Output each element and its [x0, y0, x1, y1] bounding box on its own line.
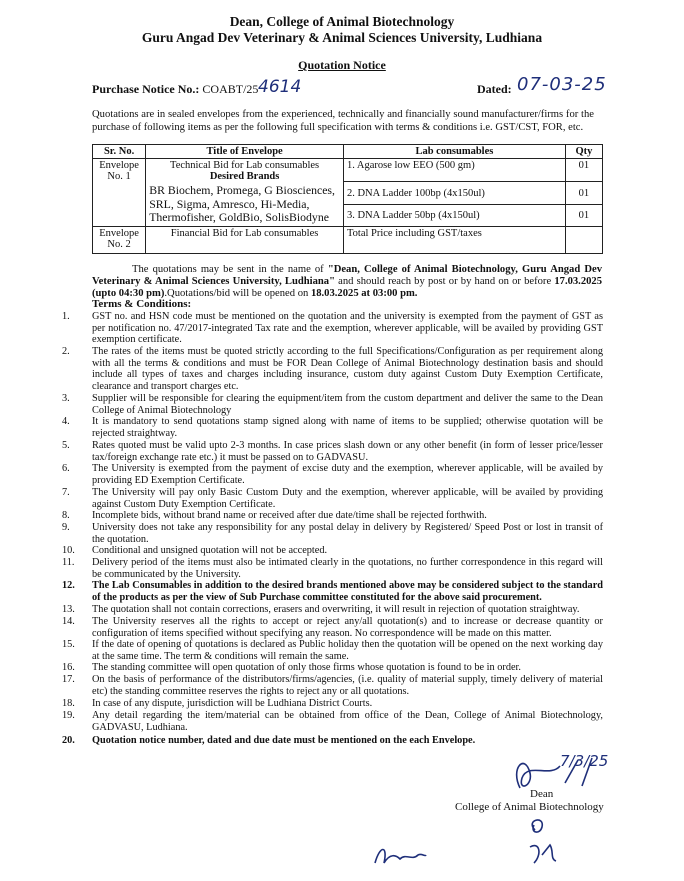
term-text: The University will pay only Basic Custom Duty and the exemption, wherever applicable, will be availed by providing against Custom Duty Exemption Certificate. [92, 487, 603, 510]
para-deadline: 17.03.2025 (upto 04:30 pm) [92, 276, 603, 300]
desired-brands-list: BR Biochem, Promega, G Biosciences, SRL, Sigma, Amresco, Hi-Media, Thermofisher, GoldBio, SolisBiodyne [149, 183, 335, 224]
term-text: The Lab Consumables in addition to the desired brands mentioned above may be considered subject to the standard of the products as per the view of Sub Purchase committee constituted for the above said procurement. [92, 580, 603, 603]
desired-brands-heading: Desired Brands [209, 171, 280, 182]
header-qty: Qty [565, 145, 602, 159]
items-table [92, 144, 603, 254]
term-text: If the date of opening of quotations is declared as Public holiday then the quotation will be opened on the next working day at the same time. The term & conditions will remain the same. [92, 639, 603, 662]
term-number: 2. [62, 346, 70, 357]
term-text: GST no. and HSN code must be mentioned on the quotation and the university is exempted from the payment of GST as per notification no. 47/2017-integrated Tax rate and the exemption, wherever applicable, will be availed by providing GST exemption certificate. [92, 311, 603, 346]
signature-college: College of Animal Biotechnology [455, 801, 604, 813]
term-number: 3. [62, 393, 70, 404]
term-number: 9. [62, 522, 70, 533]
header-line-2: Guru Angad Dev Veterinary & Animal Sciences University, Ludhiana [141, 30, 543, 45]
item-1-qty: 01 [565, 159, 602, 182]
term-number: 13. [62, 604, 75, 615]
term-text: The University reserves all the rights to accept or reject any/all quotation(s) and to increase or decrease quantity or configuration of items specified without specifying any reason. No correspondence will be made on this matter. [92, 616, 603, 639]
term-number: 17. [62, 674, 75, 685]
para-addressee: "Dean, College of Animal Biotechnology, Guru Angad Dev Veterinary & Animal Sciences University, Ludhiana" [92, 264, 603, 288]
envelope-2-qty [565, 226, 602, 253]
envelope-1-sr: Envelope No. 1 [93, 159, 146, 227]
term-number: 4. [62, 416, 70, 427]
term-text: University does not take any responsibility for any postal delay in delivery by Registered/ Speed Post or lost in transit of the quotation. [92, 522, 603, 545]
term-text: Any detail regarding the item/material can be obtained from office of the Dean, College of Animal Biotechnology, GADVASU, Ludhiana. [92, 710, 603, 733]
intro-paragraph: Quotations are in sealed envelopes from the experienced, technically and financially sound manufacturer/firms for the purchase of following items as per the following full specification with terms & conditions i.e. GST/CST, FOR, etc. [92, 109, 594, 133]
dated-label: Dated: [477, 82, 512, 96]
term-number: 7. [62, 487, 70, 498]
term-text: The standing committee will open quotation of only those firms whose quotation is found to be in order. [92, 662, 521, 673]
term-text: In case of any dispute, jurisdiction will be Ludhiana District Courts. [92, 698, 373, 709]
header-sr-no: Sr. No. [93, 145, 146, 159]
envelope-2-sr: Envelope No. 2 [93, 226, 146, 253]
term-text: Conditional and unsigned quotation will not be accepted. [92, 545, 328, 556]
item-2-name: 2. DNA Ladder 100bp (4x150ul) [343, 182, 565, 205]
term-text: Incomplete bids, without brand name or received after due date/time shall be rejected forthwith. [92, 510, 487, 521]
term-number: 20. [62, 735, 75, 746]
envelope-1-title: Technical Bid for Lab consumables [170, 160, 320, 171]
term-number: 10. [62, 545, 75, 556]
term-number: 14. [62, 616, 75, 627]
item-3-qty: 01 [565, 205, 602, 226]
term-text: The quotation shall not contain corrections, erasers and overwriting, it will result in rejection of quotation straightway. [92, 604, 580, 615]
terms-heading: Terms & Conditions: [92, 298, 192, 310]
purchase-notice-label: Purchase Notice No.: [92, 82, 200, 96]
term-number: 12. [62, 580, 75, 591]
term-text: Quotation notice number, dated and due date must be mentioned on the each Envelope. [92, 735, 476, 746]
item-1-name: 1. Agarose low EEO (500 gm) [343, 159, 565, 182]
para-part-3: .Quotations/bid will be opened on [164, 288, 311, 300]
purchase-notice [92, 82, 258, 97]
term-number: 8. [62, 510, 70, 521]
table-row [93, 226, 603, 253]
signature-handwritten-date: 7/3/25 [560, 752, 609, 770]
term-text: The University is exempted from the payment of excise duty and the exemption, wherever applicable, will be availed by providing ED Exemption Certificate. [92, 463, 603, 486]
table-row [93, 159, 603, 182]
term-number: 5. [62, 440, 70, 451]
term-number: 6. [62, 463, 70, 474]
envelope-2-title: Financial Bid for Lab consumables [146, 226, 344, 253]
item-2-qty: 01 [565, 182, 602, 205]
term-number: 19. [62, 710, 75, 721]
header-line-1: Dean, College of Animal Biotechnology [229, 14, 455, 29]
term-number: 1. [62, 311, 70, 322]
signature-title: Dean [530, 788, 554, 800]
submission-paragraph [92, 264, 602, 301]
term-number: 18. [62, 698, 75, 709]
notice-title: Quotation Notice [298, 58, 386, 72]
envelope-1-title-cell [146, 159, 344, 227]
header-consumables: Lab consumables [343, 145, 565, 159]
handwritten-notice-number: 4614 [258, 77, 302, 97]
term-text: The rates of the items must be quoted strictly according to the full Specifications/Configuration as per requirement along with all the terms & conditions and must be FOR Dean College of Animal Biotechnology destination basis and should include all types of taxes and charges including insurance, custom duty against Custom Duty Exemption Certificate, clearance and transport charges etc. [92, 346, 603, 392]
bottom-initials-icon [370, 835, 430, 871]
term-text: Delivery period of the items must also be intimated clearly in the quotations, no further correspondence in this regard will be communicated by the University. [92, 557, 603, 580]
header-title: Title of Envelope [146, 145, 344, 159]
term-text: Rates quoted must be valid upto 2-3 months. In case prices slash down or any other benefit (in form of lesser price/lesser tax/foreign exchange rate etc.) it must be passed on to GADVASU. [92, 440, 603, 463]
purchase-notice-prefix: COABT/25 [202, 82, 259, 96]
initials-scribble-icon [520, 815, 580, 875]
handwritten-date: 07-03-25 [517, 74, 607, 95]
term-text: It is mandatory to send quotations stamp signed along with name of items to be supplied; otherwise quotation will be rejected straightway. [92, 416, 603, 439]
table-header-row [93, 145, 603, 159]
term-number: 16. [62, 662, 75, 673]
term-number: 11. [62, 557, 75, 568]
term-text: Supplier will be responsible for clearing the equipment/item from the custom department and deliver the same to the Dean College of Animal Biotechnology [92, 393, 603, 416]
term-number: 15. [62, 639, 75, 650]
term-text: On the basis of performance of the distributors/firms/agencies, (i.e. quality of material supply, timely delivery of material etc) the standing committee reserves the rights to reject any or all quotations. [92, 674, 603, 697]
item-3-name: 3. DNA Ladder 50bp (4x150ul) [343, 205, 565, 226]
para-opening: 18.03.2025 at 03:00 pm. [310, 288, 418, 300]
para-part-1: The quotations may be sent in the name of [132, 264, 328, 275]
para-part-2: and should reach by post or by hand on or before [334, 276, 555, 288]
envelope-2-item: Total Price including GST/taxes [343, 226, 565, 253]
